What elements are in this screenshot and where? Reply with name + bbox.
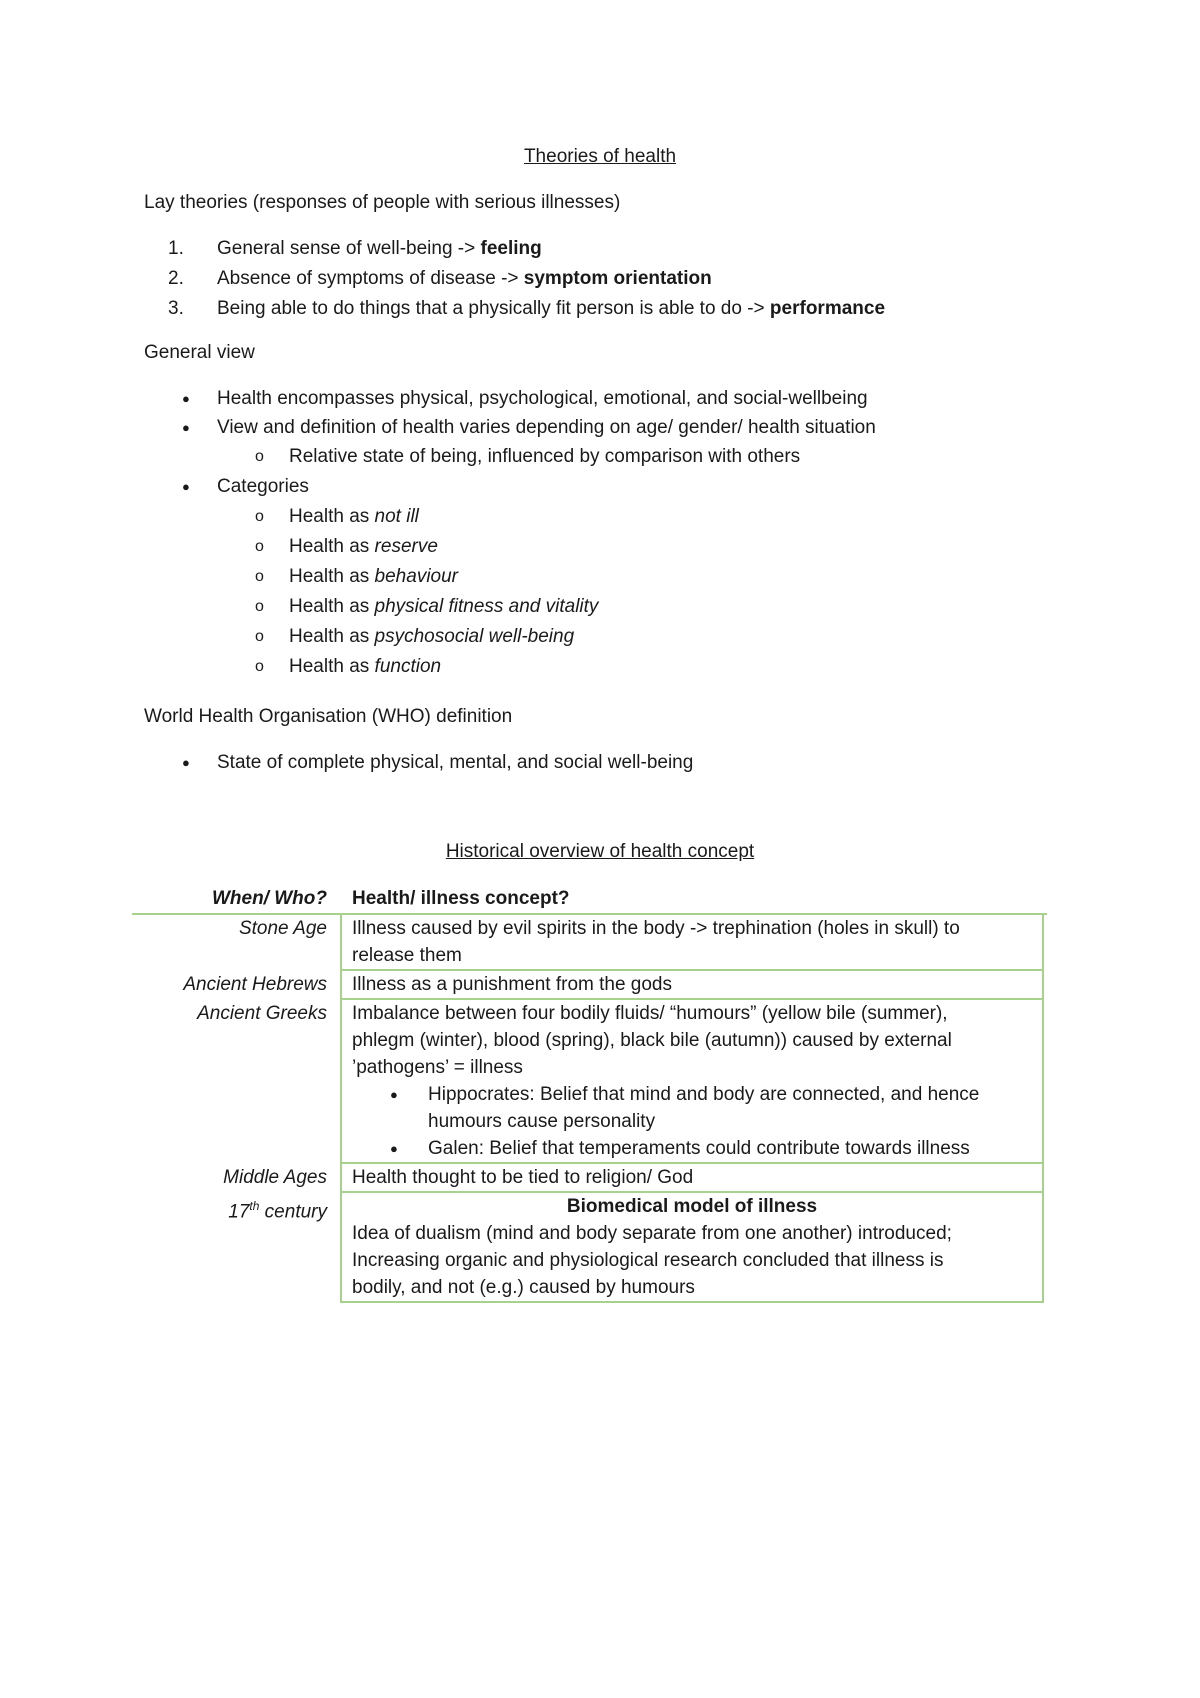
page-title: Theories of health — [523, 146, 677, 167]
who-heading: World Health Organisation (WHO) definition — [144, 706, 513, 727]
list-item — [144, 236, 1044, 262]
list-text: Categories — [217, 476, 309, 497]
list-text: Health as physical fitness and vitality — [289, 596, 599, 617]
sub-bullet-icon: o — [255, 598, 264, 615]
list-number: 3. — [168, 298, 184, 319]
sub-list-item — [144, 444, 1044, 470]
list-number: 1. — [168, 238, 184, 259]
bullet-icon: ● — [390, 1141, 398, 1156]
sub-list-item — [144, 594, 1044, 620]
bullet-icon: ● — [390, 1087, 398, 1102]
general-view-heading: General view — [144, 342, 255, 363]
sub-list-item — [144, 534, 1044, 560]
bullet-icon: ● — [182, 479, 190, 494]
list-text: Health as function — [289, 656, 442, 677]
sub-bullet-icon: o — [255, 568, 264, 585]
sub-bullet-icon: o — [255, 448, 264, 465]
bullet-icon: ● — [182, 755, 190, 770]
sub-bullet-icon: o — [255, 538, 264, 555]
row-concept: Imbalance between four bodily fluids/ “humours” (yellow bile (summer), phlegm (winter), blood (spring), black bile (autumn)) caused by external ’pathogens’ = illness ● Hippocrates: Belief that mind and body are connected, and hence humours cause personality ● Galen: Belief that temperaments could contribute towards illness — [340, 1000, 1044, 1164]
list-item — [144, 474, 1044, 500]
list-item: ● Hippocrates: Belief that mind and body are connected, and hence humours cause personality — [352, 1081, 1032, 1135]
sub-bullet-icon: o — [255, 628, 264, 645]
list-text: Health as reserve — [289, 536, 438, 557]
list-item — [144, 415, 1044, 441]
row-when: Ancient Hebrews — [183, 974, 327, 995]
row-concept: Illness caused by evil spirits in the body -> trephination (holes in skull) to release them — [340, 915, 1044, 971]
list-item — [144, 266, 1044, 292]
sub-list-item — [144, 624, 1044, 650]
row-concept: Health thought to be tied to religion/ God — [340, 1164, 1044, 1193]
row-concept: Biomedical model of illness Idea of dualism (mind and body separate from one another) introduced; Increasing organic and physiological research concluded that illness is bodily, and not (e.g.) caused by humours — [340, 1193, 1044, 1303]
list-text: General sense of well-being -> feeling — [217, 238, 542, 259]
list-text: Being able to do things that a physically fit person is able to do -> performance — [217, 298, 886, 319]
row-when: 17th century — [228, 1199, 327, 1223]
row-when: Ancient Greeks — [197, 1003, 327, 1024]
list-text: Relative state of being, influenced by comparison with others — [289, 446, 801, 467]
sub-list-item — [144, 564, 1044, 590]
list-text: Health encompasses physical, psychological, emotional, and social-wellbeing — [217, 388, 868, 409]
sub-list-item — [144, 504, 1044, 530]
list-item — [144, 296, 1044, 322]
row-when: Stone Age — [238, 918, 327, 939]
list-text: Absence of symptoms of disease -> symptom orientation — [217, 268, 712, 289]
list-item: ● Galen: Belief that temperaments could contribute towards illness — [352, 1135, 1032, 1162]
history-title: Historical overview of health concept — [445, 841, 755, 862]
row-when: Middle Ages — [223, 1167, 327, 1188]
sub-list-item — [144, 654, 1044, 680]
list-text: Health as behaviour — [289, 566, 458, 587]
list-text: Health as psychosocial well-being — [289, 626, 575, 647]
row-concept: Illness as a punishment from the gods — [340, 971, 1044, 1000]
list-text: State of complete physical, mental, and social well-being — [217, 752, 694, 773]
bullet-icon: ● — [182, 420, 190, 435]
row-subheading: Biomedical model of illness — [566, 1196, 818, 1217]
list-item — [144, 386, 1044, 412]
sub-bullet-icon: o — [255, 508, 264, 525]
bullet-icon: ● — [182, 391, 190, 406]
list-text: Health as not ill — [289, 506, 419, 527]
column-header-when: When/ Who? — [211, 888, 327, 909]
list-item — [144, 750, 1044, 776]
list-number: 2. — [168, 268, 184, 289]
column-header-concept: Health/ illness concept? — [352, 888, 570, 909]
list-text: View and definition of health varies depending on age/ gender/ health situation — [217, 417, 876, 438]
lay-theories-heading: Lay theories (responses of people with serious illnesses) — [144, 192, 621, 213]
sub-bullet-icon: o — [255, 658, 264, 675]
